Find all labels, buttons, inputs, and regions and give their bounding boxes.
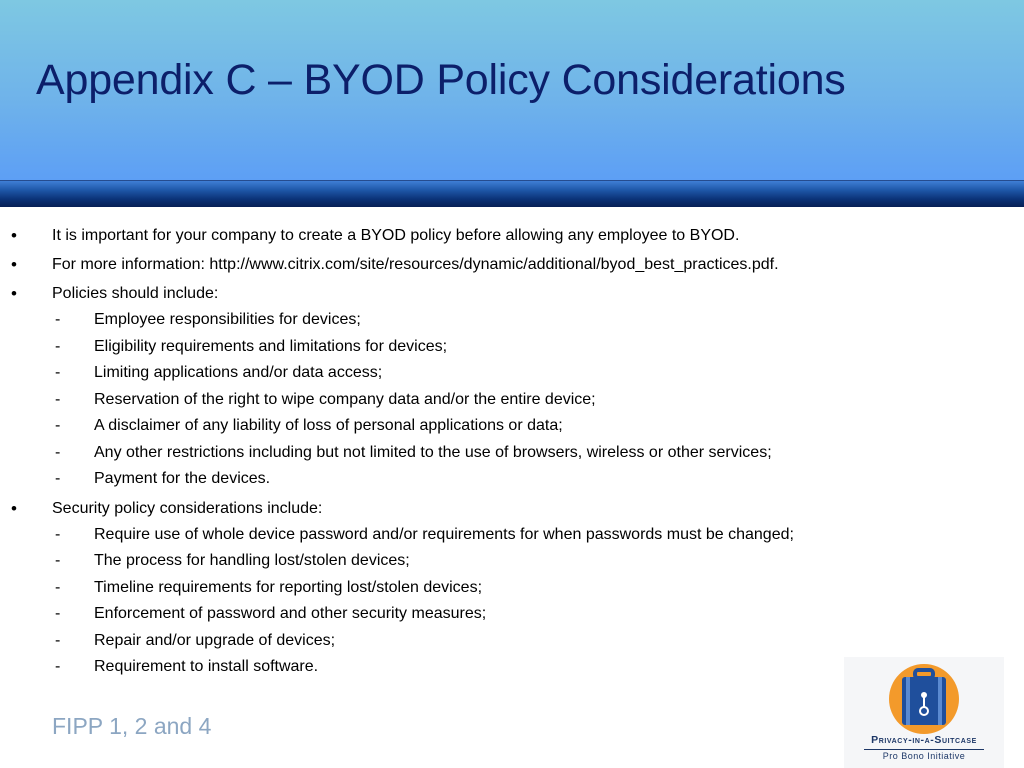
sub-dash: - (55, 337, 61, 355)
sub-text: Any other restrictions including but not limited to the use of browsers, wireless or other services; (94, 443, 772, 461)
sub-item (0, 387, 1024, 414)
sub-dash: - (55, 552, 61, 569)
sub-text: Timeline requirements for reporting lost/stolen devices; (94, 578, 483, 596)
bullet-item (0, 280, 1024, 307)
sub-dash: - (55, 311, 61, 328)
sub-dash: - (55, 631, 61, 649)
sub-text: Require use of whole device password and/or requirements for when passwords must be changed; (94, 525, 794, 543)
bullet-dot: • (11, 255, 17, 274)
sub-text: Eligibility requirements and limitations for devices; (94, 337, 448, 355)
sub-item (0, 601, 1024, 628)
logo-tagline: Pro Bono Initiative (882, 751, 966, 761)
sub-dash: - (55, 605, 61, 622)
slide-content (0, 222, 1024, 681)
sub-dash: - (55, 443, 61, 461)
sub-dash: - (55, 525, 61, 543)
sub-dash: - (55, 390, 61, 408)
sub-item (0, 440, 1024, 467)
bullet-item (0, 495, 1024, 522)
sub-item (0, 628, 1024, 655)
sub-text: A disclaimer of any liability of loss of personal applications or data; (94, 417, 563, 434)
sub-text: Employee responsibilities for devices; (94, 311, 361, 328)
sub-item (0, 413, 1024, 440)
header-band (0, 180, 1024, 207)
sub-text: Repair and/or upgrade of devices; (94, 631, 336, 649)
sub-item (0, 548, 1024, 575)
sub-text: Requirement to install software. (94, 658, 319, 675)
sub-dash: - (55, 470, 61, 487)
logo-divider (864, 749, 984, 750)
sub-dash: - (55, 578, 61, 596)
bullet-text: Policies should include: (52, 285, 219, 302)
sub-dash: - (55, 658, 61, 675)
bullet-item (0, 251, 1024, 278)
sub-dash: - (55, 364, 61, 381)
sub-text: Enforcement of password and other security measures; (94, 605, 487, 622)
privacy-suitcase-logo (844, 657, 1004, 768)
sub-item (0, 575, 1024, 602)
slide-header (0, 0, 1024, 180)
bullet-item (0, 222, 1024, 249)
sub-item (0, 522, 1024, 549)
suitcase-icon (844, 657, 1004, 737)
sub-text: Limiting applications and/or data access; (94, 364, 383, 381)
bullet-dot: • (11, 226, 17, 245)
bullet-dot: • (11, 284, 17, 303)
bullet-dot: • (11, 498, 17, 518)
bullet-text: It is important for your company to create a BYOD policy before allowing any employee to BYOD. (52, 227, 740, 244)
bullet-text: For more information: http://www.citrix.com/site/resources/dynamic/additional/byod_best_practices.pdf. (52, 256, 779, 273)
sub-item (0, 334, 1024, 361)
sub-item (0, 307, 1024, 334)
footer-fipp-label: FIPP 1, 2 and 4 (52, 713, 212, 739)
sub-text: The process for handling lost/stolen devices; (94, 552, 410, 569)
sub-dash: - (55, 417, 61, 434)
sub-item (0, 466, 1024, 493)
slide-title: Appendix C – BYOD Policy Considerations (36, 56, 846, 104)
sub-text: Reservation of the right to wipe company data and/or the entire device; (94, 390, 596, 408)
logo-name: Privacy-in-a-Suitcase (871, 734, 977, 746)
sub-item (0, 360, 1024, 387)
sub-text: Payment for the devices. (94, 470, 271, 487)
bullet-text: Security policy considerations include: (52, 499, 323, 517)
